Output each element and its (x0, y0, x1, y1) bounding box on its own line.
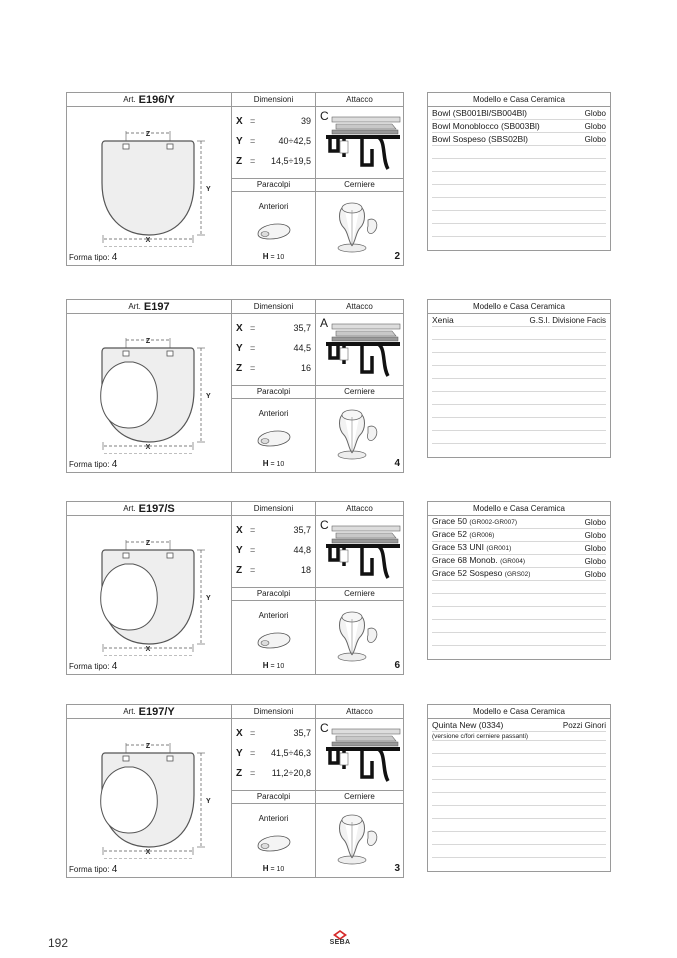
dim-eq: = (250, 768, 256, 778)
model-name: Quinta New (0334) (432, 720, 504, 730)
dim-x-label: X (145, 237, 151, 244)
cerniere-number: 3 (394, 863, 400, 874)
seat-drawing (67, 719, 232, 859)
art-label: Art. (128, 302, 141, 311)
empty-row (432, 185, 606, 198)
dim-key: Z (236, 564, 243, 576)
empty-row (432, 793, 606, 806)
empty-row (432, 806, 606, 819)
paracolpi-label: Anteriori (258, 814, 289, 823)
forma-tipo (69, 864, 117, 875)
empty-row (432, 237, 606, 250)
forma-value: 4 (111, 252, 118, 263)
model-name: Bowl Sospeso (SBS02Bl) (432, 134, 528, 144)
dimension-row (236, 358, 311, 378)
dim-value: 41,5÷46,3 (271, 748, 311, 758)
dimensioni-header: Dimensioni (232, 502, 316, 515)
dimension-row (236, 723, 311, 743)
model-name: Bowl (SB001Bl/SB004Bl) (432, 108, 527, 118)
model-name: Xenia (432, 315, 454, 325)
forma-label: Forma tipo: (69, 460, 110, 469)
paracolpi-cell (232, 192, 315, 265)
attacco-cell (316, 516, 403, 588)
dim-key: Y (236, 747, 243, 759)
dim-eq: = (250, 545, 256, 555)
dimensions-block (232, 516, 315, 588)
forma-label: Forma tipo: (69, 662, 110, 671)
models-header: Modello e Casa Ceramica (428, 300, 610, 314)
dimension-row (236, 763, 311, 783)
empty-row (432, 819, 606, 832)
art-cell (67, 705, 232, 718)
product-card (66, 92, 404, 266)
dim-value: 11,2÷20,8 (271, 768, 311, 778)
models-table (427, 501, 611, 660)
paracolpi-cell (232, 601, 315, 674)
brand-logo (327, 928, 353, 948)
dimension-row (236, 338, 311, 358)
model-brand: G.S.I. Divisione Facis (529, 316, 606, 325)
card-header (67, 300, 403, 314)
empty-row (432, 198, 606, 211)
model-row (432, 314, 606, 327)
bumper-drawing (254, 427, 294, 449)
h-dimension (232, 661, 315, 670)
paracolpi-cell (232, 399, 315, 472)
dimensioni-header: Dimensioni (232, 93, 316, 106)
attacco-letter: C (320, 109, 329, 123)
dim-y-label: Y (206, 798, 211, 805)
page-number: 192 (48, 936, 69, 950)
dim-key: Y (236, 544, 243, 556)
paracolpi-label: Anteriori (258, 202, 289, 211)
art-label: Art. (123, 95, 136, 104)
product-card (66, 501, 404, 675)
dim-key: X (236, 115, 243, 127)
model-code: (GR002-GR007) (469, 519, 518, 526)
attacco-cell (316, 107, 403, 179)
empty-row (432, 581, 606, 594)
dim-y-label: Y (206, 186, 211, 193)
cerniere-header: Cerniere (316, 588, 403, 601)
art-code: E196/Y (138, 93, 175, 106)
model-brand: Globo (584, 557, 606, 566)
dim-key: X (236, 322, 243, 334)
model-brand: Globo (584, 518, 606, 527)
cerniere-header: Cerniere (316, 791, 403, 804)
empty-row (432, 159, 606, 172)
attacco-diagram (316, 516, 403, 588)
models-header: Modello e Casa Ceramica (428, 705, 610, 719)
dim-z-label: Z (145, 131, 151, 138)
dimension-row (236, 151, 311, 171)
attacco-letter: C (320, 721, 329, 735)
models-header: Modello e Casa Ceramica (428, 93, 610, 107)
art-code: E197/Y (138, 705, 175, 718)
empty-row (432, 172, 606, 185)
seat-outline (102, 141, 194, 235)
model-name: Grace 50 (432, 516, 467, 526)
dimensions-block (232, 719, 315, 791)
dim-eq: = (250, 748, 256, 758)
dimension-row (236, 318, 311, 338)
empty-row (432, 340, 606, 353)
model-brand: Globo (584, 570, 606, 579)
art-code: E197/S (138, 502, 175, 515)
dim-value: 39 (300, 116, 311, 126)
dim-eq: = (250, 323, 256, 333)
models-table (427, 299, 611, 458)
empty-row (432, 224, 606, 237)
paracolpi-header: Paracolpi (232, 791, 315, 804)
model-code: (GR006) (469, 532, 495, 539)
dim-eq: = (250, 116, 256, 126)
empty-row (432, 832, 606, 845)
dimensions-block (232, 107, 315, 179)
forma-label: Forma tipo: (69, 253, 110, 262)
h-value: = 10 (270, 461, 285, 468)
dim-z-label: Z (145, 338, 151, 345)
logo-text: SEBA (329, 939, 351, 946)
paracolpi-header: Paracolpi (232, 588, 315, 601)
art-cell (67, 300, 232, 313)
empty-row (432, 633, 606, 646)
models-header: Modello e Casa Ceramica (428, 502, 610, 516)
dimensioni-header: Dimensioni (232, 300, 316, 313)
dimension-row (236, 540, 311, 560)
attacco-header: Attacco (346, 504, 373, 513)
h-value: = 10 (270, 254, 285, 261)
attacco-diagram (316, 107, 403, 179)
art-cell (67, 502, 232, 515)
art-code: E197 (143, 300, 170, 313)
dim-value: 35,7 (293, 525, 311, 535)
model-brand: Globo (584, 109, 606, 118)
model-row (432, 120, 606, 133)
dim-y-label: Y (206, 393, 211, 400)
forma-tipo (69, 661, 117, 672)
model-name: Grace 68 Monob. (432, 555, 498, 565)
cerniere-header: Cerniere (316, 386, 403, 399)
empty-row (432, 780, 606, 793)
shape-cell (67, 314, 232, 472)
hinge-drawing (324, 403, 394, 463)
attacco-header: Attacco (346, 302, 373, 311)
dimension-row (236, 131, 311, 151)
dimensions-block (232, 314, 315, 386)
dim-value: 44,8 (293, 545, 311, 555)
model-name: Grace 52 (432, 529, 467, 539)
model-row (432, 542, 606, 555)
art-cell (67, 93, 232, 106)
dimensioni-header: Dimensioni (232, 705, 316, 718)
dim-z-label: Z (145, 743, 151, 750)
dim-value: 16 (300, 363, 311, 373)
dim-value: 40÷42,5 (278, 136, 311, 146)
shape-cell (67, 719, 232, 877)
model-code: (GR001) (486, 545, 512, 552)
empty-row (432, 353, 606, 366)
dim-eq: = (250, 343, 256, 353)
cerniere-cell (316, 601, 403, 674)
cerniere-cell (316, 804, 403, 877)
paracolpi-label: Anteriori (258, 611, 289, 620)
h-label: H (262, 864, 269, 873)
forma-tipo (69, 252, 117, 263)
empty-row (432, 392, 606, 405)
paracolpi-header: Paracolpi (232, 179, 315, 192)
model-code: (GRS02) (504, 571, 531, 578)
dim-x-label: X (145, 849, 151, 856)
seat-drawing (67, 314, 232, 454)
attacco-diagram (316, 314, 403, 386)
attacco-cell (316, 719, 403, 791)
bumper-drawing (254, 832, 294, 854)
h-dimension (232, 864, 315, 873)
model-brand: Globo (584, 544, 606, 553)
empty-row (432, 845, 606, 858)
empty-row (432, 211, 606, 224)
empty-row (432, 754, 606, 767)
card-header (67, 705, 403, 719)
dim-eq: = (250, 728, 256, 738)
bumper-drawing (254, 629, 294, 651)
empty-row (432, 366, 606, 379)
model-code: (GR004) (500, 558, 525, 565)
dim-key: Y (236, 342, 243, 354)
dim-value: 14,5÷19,5 (271, 156, 311, 166)
seat-drawing (67, 107, 232, 247)
h-value: = 10 (270, 663, 285, 670)
cerniere-number: 6 (394, 660, 400, 671)
product-card (66, 299, 404, 473)
models-table (427, 92, 611, 251)
empty-row (432, 418, 606, 431)
model-row (432, 107, 606, 120)
shape-cell (67, 107, 232, 265)
dim-value: 35,7 (293, 728, 311, 738)
seat-drawing (67, 516, 232, 656)
cerniere-number: 2 (394, 251, 400, 262)
dim-key: X (236, 727, 243, 739)
empty-row (432, 444, 606, 457)
attacco-letter: C (320, 518, 329, 532)
model-brand: Pozzi Ginori (562, 721, 606, 730)
empty-row (432, 431, 606, 444)
model-name: Grace 53 UNI (432, 542, 484, 552)
dimension-row (236, 560, 311, 580)
attacco-header: Attacco (346, 95, 373, 104)
empty-row (432, 646, 606, 659)
model-row (432, 529, 606, 542)
model-row (432, 719, 606, 732)
dim-eq: = (250, 565, 256, 575)
dimension-row (236, 743, 311, 763)
h-label: H (262, 459, 269, 468)
dim-key: X (236, 524, 243, 536)
h-value: = 10 (270, 866, 285, 873)
forma-value: 4 (111, 661, 118, 672)
dim-eq: = (250, 363, 256, 373)
bumper-drawing (254, 220, 294, 242)
model-row (432, 568, 606, 581)
attacco-diagram (316, 719, 403, 791)
card-header (67, 502, 403, 516)
model-brand: Globo (584, 531, 606, 540)
dim-key: Y (236, 135, 243, 147)
empty-row (432, 767, 606, 780)
cerniere-number: 4 (394, 458, 400, 469)
empty-row (432, 327, 606, 340)
h-label: H (262, 252, 269, 261)
forma-value: 4 (111, 864, 118, 875)
dim-eq: = (250, 136, 256, 146)
forma-value: 4 (111, 459, 118, 470)
empty-row (432, 620, 606, 633)
dimension-row (236, 520, 311, 540)
model-note: (versione c/fori cerniere passanti) (432, 732, 606, 741)
art-label: Art. (123, 504, 136, 513)
empty-row (432, 858, 606, 871)
hinge-drawing (324, 605, 394, 665)
h-label: H (262, 661, 269, 670)
empty-row (432, 146, 606, 159)
model-brand: Globo (584, 122, 606, 131)
h-dimension (232, 252, 315, 261)
model-row (432, 133, 606, 146)
forma-label: Forma tipo: (69, 865, 110, 874)
hinge-drawing (324, 808, 394, 868)
dim-z-label: Z (145, 540, 151, 547)
empty-row (432, 594, 606, 607)
hinge-drawing (324, 196, 394, 256)
dim-eq: = (250, 525, 256, 535)
model-brand: Globo (584, 135, 606, 144)
dim-x-label: X (145, 646, 151, 653)
art-label: Art. (123, 707, 136, 716)
attacco-cell (316, 314, 403, 386)
dimension-row (236, 111, 311, 131)
models-table (427, 704, 611, 872)
cerniere-cell (316, 399, 403, 472)
dim-value: 35,7 (293, 323, 311, 333)
paracolpi-cell (232, 804, 315, 877)
paracolpi-label: Anteriori (258, 409, 289, 418)
cerniere-cell (316, 192, 403, 265)
model-name: Bowl Monoblocco (SB003Bl) (432, 121, 540, 131)
empty-row (432, 379, 606, 392)
empty-row (432, 741, 606, 754)
dim-key: Z (236, 362, 243, 374)
dim-eq: = (250, 156, 256, 166)
dim-x-label: X (145, 444, 151, 451)
dim-value: 44,5 (293, 343, 311, 353)
dim-key: Z (236, 155, 243, 167)
dim-key: Z (236, 767, 243, 779)
card-header (67, 93, 403, 107)
shape-cell (67, 516, 232, 674)
model-name: Grace 52 Sospeso (432, 568, 503, 578)
h-dimension (232, 459, 315, 468)
model-row (432, 516, 606, 529)
dim-y-label: Y (206, 595, 211, 602)
attacco-letter: A (320, 316, 329, 330)
forma-tipo (69, 459, 117, 470)
product-card (66, 704, 404, 878)
paracolpi-header: Paracolpi (232, 386, 315, 399)
cerniere-header: Cerniere (316, 179, 403, 192)
empty-row (432, 607, 606, 620)
model-row (432, 555, 606, 568)
dim-value: 18 (300, 565, 311, 575)
empty-row (432, 405, 606, 418)
attacco-header: Attacco (346, 707, 373, 716)
